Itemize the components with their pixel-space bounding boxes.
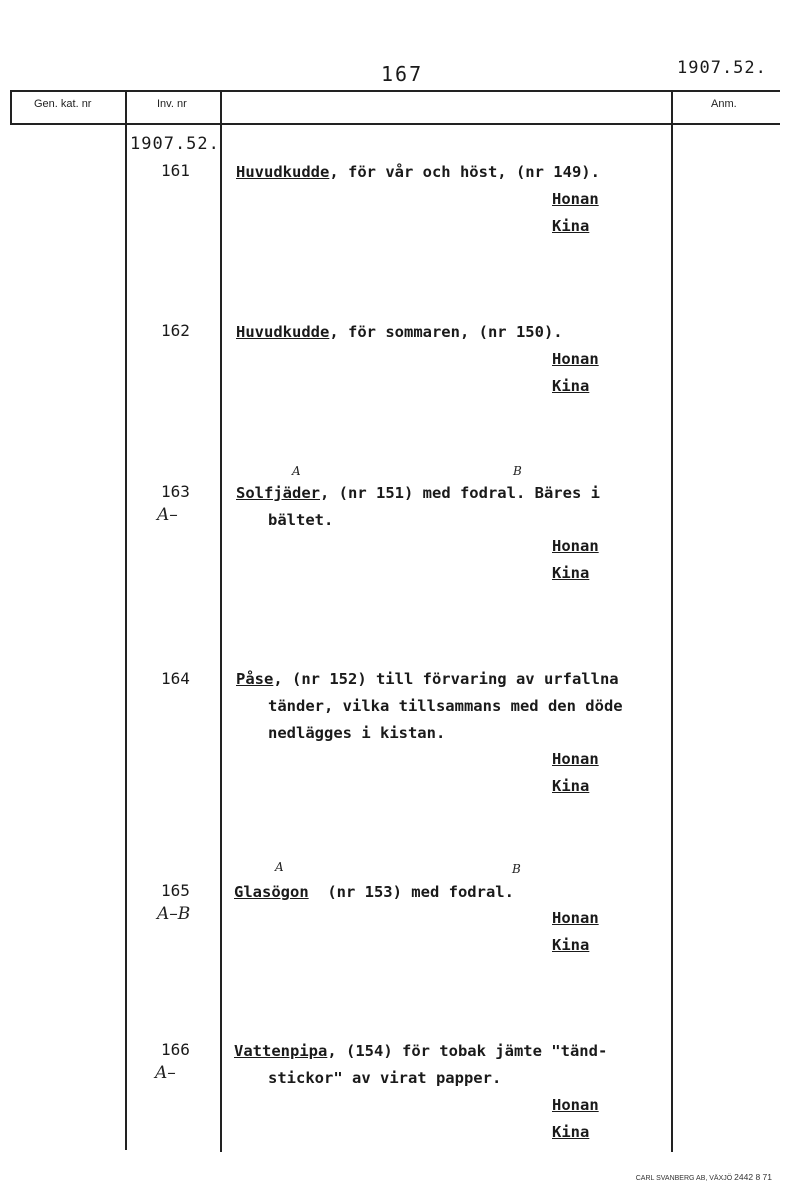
entry-text: , (nr 152) till förvaring av urfallna	[273, 670, 619, 688]
entry-line	[236, 163, 600, 181]
place: Kina	[552, 564, 590, 582]
entry-title: Huvudkudde	[236, 163, 330, 181]
printer-name: CARL SVANBERG AB, VÄXJÖ	[635, 1175, 733, 1182]
column-header-gen-kat: Gen. kat. nr	[34, 98, 92, 110]
entry-title: Solfjäder	[236, 484, 320, 502]
inv-number: 164	[161, 669, 190, 688]
printer-imprint	[636, 1172, 772, 1182]
donor: Honan	[552, 190, 599, 208]
inv-number: 163	[161, 482, 190, 501]
inv-number: 161	[161, 161, 190, 180]
donor: Honan	[552, 350, 599, 368]
donor: Honan	[552, 1096, 599, 1114]
place: Kina	[552, 217, 590, 235]
entry-title: Vattenpipa	[234, 1042, 328, 1060]
inv-number: 162	[161, 321, 190, 340]
entry-line	[236, 670, 619, 688]
entry-continuation: nedlägges i kistan.	[268, 724, 446, 742]
entry-line	[236, 323, 563, 341]
inv-number: 165	[161, 881, 190, 900]
column-header-anm: Anm.	[711, 98, 737, 110]
accession-number-top: 1907.52.	[677, 58, 767, 78]
page-number: 167	[381, 62, 424, 86]
entry-line	[236, 484, 600, 502]
entry-text: , för sommaren, (nr 150).	[329, 323, 563, 341]
place: Kina	[552, 1123, 590, 1141]
annotation-b: B	[513, 464, 522, 478]
entry-text: (nr 153) med fodral.	[308, 883, 514, 901]
entry-continuation: bältet.	[268, 511, 334, 529]
entry-continuation: tänder, vilka tillsammans med den döde	[268, 697, 623, 715]
form-code: 2442 8 71	[734, 1172, 772, 1182]
entry-line	[234, 1042, 607, 1060]
entry-text: , (154) för tobak jämte "tänd-	[327, 1042, 608, 1060]
entry-title: Glasögon	[234, 883, 309, 901]
entry-line	[234, 883, 514, 901]
place: Kina	[552, 377, 590, 395]
entry-continuation: stickor" av virat papper.	[268, 1069, 502, 1087]
place: Kina	[552, 936, 590, 954]
column-divider-gen-inv	[125, 90, 127, 1150]
entry-title: Påse	[236, 670, 274, 688]
donor: Honan	[552, 909, 599, 927]
column-divider-inv-desc	[220, 90, 222, 1152]
inv-number: 166	[161, 1040, 190, 1059]
place: Kina	[552, 777, 590, 795]
annotation-b: B	[512, 862, 521, 876]
annotation-a: A	[275, 860, 284, 874]
entry-text: , (nr 151) med fodral. Bäres i	[320, 484, 600, 502]
donor: Honan	[552, 537, 599, 555]
column-header-inv: Inv. nr	[157, 98, 187, 110]
donor: Honan	[552, 750, 599, 768]
entry-title: Huvudkudde	[236, 323, 330, 341]
accession-number: 1907.52.	[130, 134, 220, 154]
handwritten-mark: A–B	[157, 904, 191, 924]
column-divider-desc-anm	[671, 90, 673, 1152]
annotation-a: A	[292, 464, 301, 478]
entry-text: , för vår och höst, (nr 149).	[329, 163, 600, 181]
left-border	[10, 90, 12, 124]
handwritten-mark: A–	[155, 1063, 176, 1083]
handwritten-mark: A–	[157, 505, 178, 525]
